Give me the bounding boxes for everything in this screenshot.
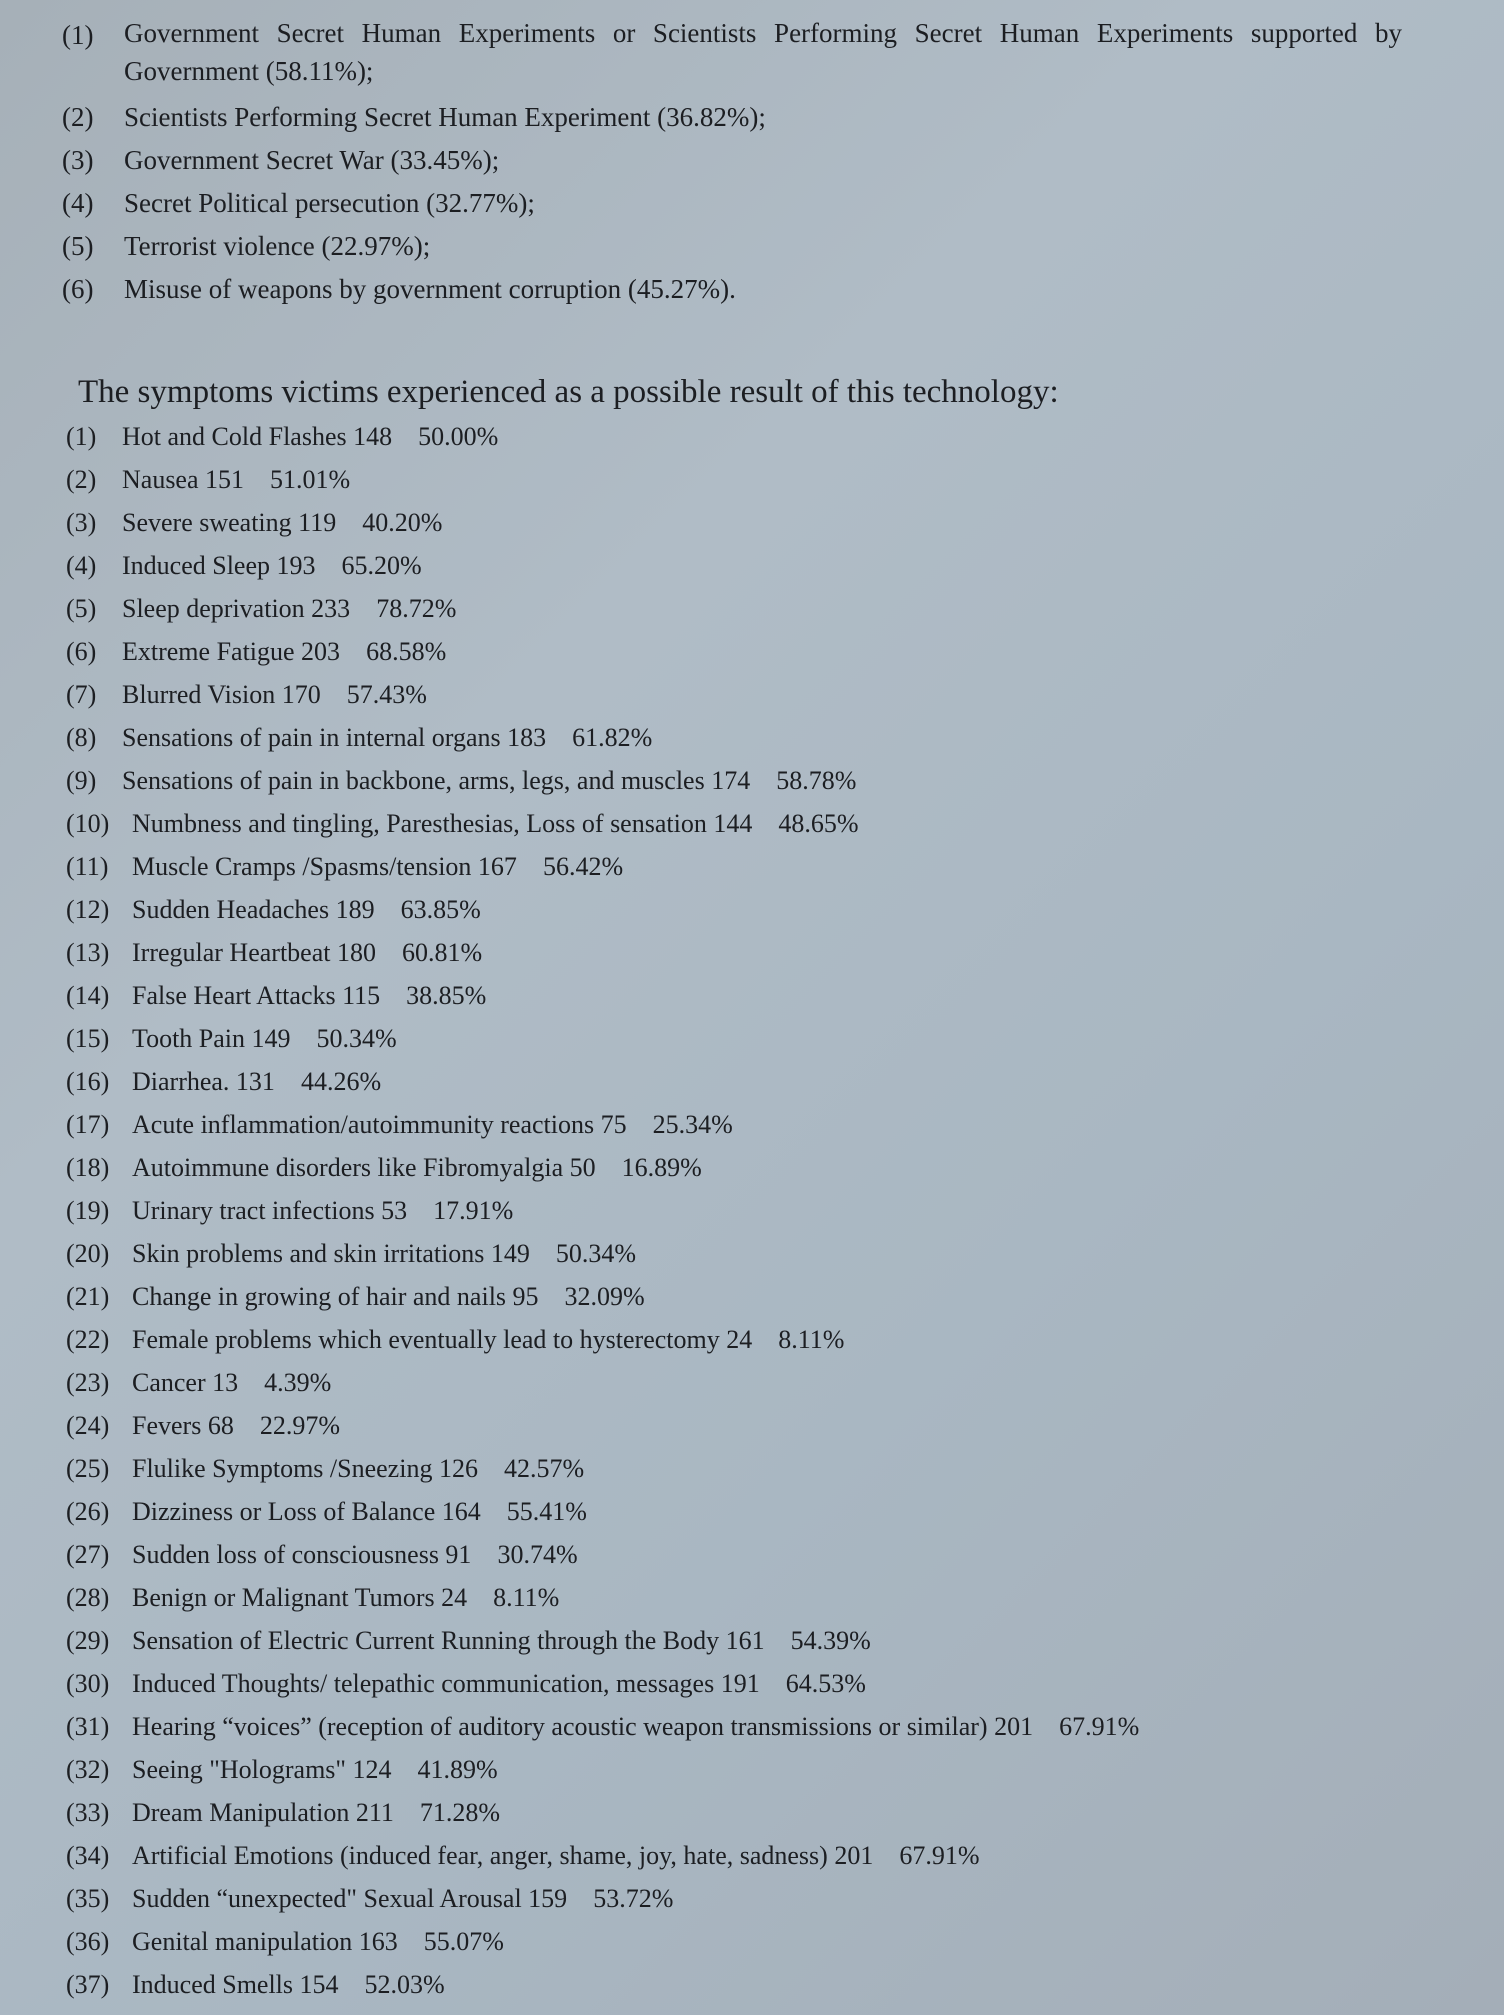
- symptom-percentage: 50.34%: [316, 1024, 397, 1053]
- symptom-percentage: 58.78%: [776, 766, 857, 795]
- symptom-number: (31): [66, 1712, 110, 1741]
- symptom-item: [66, 1619, 1426, 1662]
- cause-number: (5): [62, 231, 94, 261]
- symptom-number: (18): [66, 1153, 110, 1182]
- symptom-percentage: 56.42%: [542, 852, 624, 881]
- symptom-percentage: 54.39%: [790, 1626, 871, 1655]
- symptom-text: Sensations of pain in backbone, arms, legs, and muscles 174: [122, 766, 751, 795]
- symptom-item: [66, 1490, 1426, 1533]
- symptom-text: Autoimmune disorders like Fibromyalgia 50: [132, 1153, 596, 1182]
- symptom-text: Sudden loss of consciousness 91: [132, 1540, 472, 1569]
- symptom-number: (29): [66, 1626, 110, 1655]
- symptom-item: [66, 845, 1426, 888]
- symptom-percentage: 42.57%: [503, 1454, 585, 1483]
- symptom-text: Female problems which eventually lead to hysterectomy 24: [132, 1325, 753, 1354]
- cause-text: Secret Political persecution (32.77%);: [124, 188, 535, 218]
- symptom-text: Genital manipulation 163: [132, 1927, 398, 1956]
- symptom-text: Acute inflammation/autoimmunity reactions 75: [132, 1110, 627, 1139]
- symptom-item: [66, 759, 1426, 802]
- symptom-item: [66, 587, 1426, 630]
- symptom-percentage: 61.82%: [572, 723, 653, 752]
- cause-number: (6): [62, 274, 94, 304]
- symptom-number: (20): [66, 1239, 110, 1268]
- symptom-percentage: 67.91%: [899, 1841, 980, 1870]
- symptom-item: [66, 931, 1426, 974]
- symptom-number: (9): [66, 766, 97, 795]
- symptom-text: Sudden Headaches 189: [132, 895, 375, 924]
- symptom-percentage: 52.03%: [364, 1970, 445, 1999]
- cause-text: Misuse of weapons by government corruption (45.27%).: [124, 274, 736, 304]
- symptom-number: (1): [66, 422, 97, 451]
- symptoms-heading: The symptoms victims experienced as a possible result of this technology:: [78, 374, 1059, 410]
- cause-text: Scientists Performing Secret Human Experiment (36.82%);: [124, 102, 766, 132]
- symptom-text: Flulike Symptoms /Sneezing 126: [132, 1454, 478, 1483]
- symptom-item: [66, 1361, 1426, 1404]
- symptom-text: Hot and Cold Flashes 148: [122, 422, 393, 451]
- cause-number: (2): [62, 102, 94, 132]
- symptom-number: (16): [66, 1067, 110, 1096]
- symptom-number: (25): [66, 1454, 110, 1483]
- symptom-number: (11): [66, 852, 109, 881]
- symptom-text: Induced Thoughts/ telepathic communication, messages 191: [132, 1669, 760, 1698]
- cause-item: [62, 139, 1402, 182]
- symptom-text: Nausea 151: [122, 465, 245, 494]
- symptom-number: (7): [66, 680, 97, 709]
- symptom-percentage: 71.28%: [419, 1798, 501, 1827]
- symptom-percentage: 17.91%: [433, 1196, 514, 1225]
- symptom-number: (24): [66, 1411, 110, 1440]
- symptom-text: Urinary tract infections 53: [132, 1196, 408, 1225]
- symptom-text: Muscle Cramps /Spasms/tension 167: [132, 852, 517, 881]
- symptom-text: Irregular Heartbeat 180: [132, 938, 376, 967]
- symptom-item: [66, 415, 1426, 458]
- symptom-percentage: 63.85%: [400, 895, 481, 924]
- cause-number: (4): [62, 188, 94, 218]
- symptom-item: [66, 802, 1426, 845]
- symptom-item: [66, 1447, 1426, 1490]
- symptom-text: Numbness and tingling, Paresthesias, Loss of sensation 144: [132, 809, 753, 838]
- symptom-number: (13): [66, 938, 110, 967]
- symptom-percentage: 60.81%: [401, 938, 483, 967]
- symptom-percentage: 78.72%: [376, 594, 457, 623]
- symptom-percentage: 65.20%: [341, 551, 422, 580]
- cause-item: [62, 225, 1402, 268]
- symptom-text: Cancer 13: [132, 1368, 239, 1397]
- symptom-item: [66, 1060, 1426, 1103]
- symptom-percentage: 8.11%: [778, 1325, 845, 1354]
- symptom-percentage: 4.39%: [264, 1368, 332, 1397]
- symptom-number: (15): [66, 1024, 110, 1053]
- symptom-number: (35): [66, 1884, 110, 1913]
- symptom-item: [66, 1576, 1426, 1619]
- symptom-text: Sensation of Electric Current Running through the Body 161: [132, 1626, 765, 1655]
- symptom-number: (21): [66, 1282, 110, 1311]
- symptom-number: (36): [66, 1927, 110, 1956]
- symptom-number: (30): [66, 1669, 110, 1698]
- symptom-number: (3): [66, 508, 97, 537]
- symptom-text: Sensations of pain in internal organs 183: [122, 723, 547, 752]
- symptom-text: Induced Smells 154: [132, 1970, 339, 1999]
- symptom-item: [66, 1232, 1426, 1275]
- symptom-percentage: 64.53%: [785, 1669, 866, 1698]
- symptom-item: [66, 888, 1426, 931]
- cause-number: (3): [62, 145, 94, 175]
- symptom-percentage: 40.20%: [362, 508, 443, 537]
- cause-text: Government Secret War (33.45%);: [124, 145, 500, 175]
- symptom-item: [66, 630, 1426, 673]
- symptom-number: (2): [66, 465, 97, 494]
- symptom-number: (23): [66, 1368, 110, 1397]
- symptom-item: [66, 1662, 1426, 1705]
- symptom-text: Dream Manipulation 211: [132, 1798, 394, 1827]
- symptom-number: (22): [66, 1325, 110, 1354]
- symptom-text: Skin problems and skin irritations 149: [132, 1239, 530, 1268]
- symptom-text: False Heart Attacks 115: [132, 981, 381, 1010]
- symptom-item: [66, 1705, 1426, 1748]
- cause-text: Terrorist violence (22.97%);: [124, 231, 431, 261]
- symptom-percentage: 8.11%: [493, 1583, 560, 1612]
- symptom-percentage: 57.43%: [346, 680, 427, 709]
- symptom-text: Diarrhea. 131: [132, 1067, 275, 1096]
- symptom-percentage: 68.58%: [366, 637, 447, 666]
- symptom-percentage: 50.00%: [418, 422, 499, 451]
- symptom-text: Induced Sleep 193: [122, 551, 316, 580]
- symptom-percentage: 25.34%: [652, 1110, 733, 1139]
- symptom-number: (19): [66, 1196, 110, 1225]
- symptom-text: Sleep deprivation 233: [122, 594, 351, 623]
- cause-item: [62, 182, 1402, 225]
- symptom-text: Sudden “unexpected" Sexual Arousal 159: [132, 1884, 568, 1913]
- symptom-number: (17): [66, 1110, 110, 1139]
- symptom-text: Blurred Vision 170: [122, 680, 321, 709]
- symptom-text: Severe sweating 119: [122, 508, 337, 537]
- symptom-percentage: 67.91%: [1059, 1712, 1140, 1741]
- symptom-number: (8): [66, 723, 97, 752]
- symptom-item: [66, 1834, 1426, 1877]
- symptom-number: (4): [66, 551, 97, 580]
- symptom-text: Artificial Emotions (induced fear, anger, shame, joy, hate, sadness) 201: [132, 1841, 874, 1870]
- cause-item: [62, 96, 1402, 139]
- symptom-percentage: 41.89%: [417, 1755, 498, 1784]
- symptom-percentage: 55.41%: [506, 1497, 587, 1526]
- symptom-number: (5): [66, 594, 97, 623]
- symptom-percentage: 32.09%: [564, 1282, 645, 1311]
- symptom-item: [66, 1318, 1426, 1361]
- symptom-item: [66, 1920, 1426, 1963]
- symptom-item: [66, 1748, 1426, 1791]
- symptom-item: [66, 458, 1426, 501]
- symptom-number: (33): [66, 1798, 110, 1827]
- symptom-percentage: 48.65%: [778, 809, 859, 838]
- symptom-item: [66, 716, 1426, 759]
- symptoms-list: [66, 415, 1426, 2006]
- symptom-text: Change in growing of hair and nails 95: [132, 1282, 539, 1311]
- symptom-item: [66, 544, 1426, 587]
- symptom-number: (10): [66, 809, 110, 838]
- symptom-number: (32): [66, 1755, 110, 1784]
- symptom-item: [66, 1275, 1426, 1318]
- symptom-text: Dizziness or Loss of Balance 164: [132, 1497, 481, 1526]
- symptom-number: (12): [66, 895, 110, 924]
- symptom-text: Tooth Pain 149: [132, 1024, 291, 1053]
- symptom-percentage: 38.85%: [406, 981, 487, 1010]
- symptom-number: (37): [66, 1970, 110, 1999]
- cause-item: [62, 14, 1402, 96]
- symptom-item: [66, 1877, 1426, 1920]
- symptom-number: (6): [66, 637, 97, 666]
- symptom-text: Hearing “voices” (reception of auditory acoustic weapon transmissions or similar) 201: [132, 1712, 1034, 1741]
- symptom-item: [66, 1103, 1426, 1146]
- symptom-item: [66, 1017, 1426, 1060]
- symptom-number: (26): [66, 1497, 110, 1526]
- symptom-text: Fevers 68: [132, 1411, 234, 1440]
- symptom-percentage: 50.34%: [555, 1239, 637, 1268]
- symptom-item: [66, 974, 1426, 1017]
- symptom-number: (34): [66, 1841, 110, 1870]
- symptom-text: Extreme Fatigue 203: [122, 637, 341, 666]
- symptom-percentage: 44.26%: [300, 1067, 382, 1096]
- symptom-number: (28): [66, 1583, 110, 1612]
- symptom-percentage: 55.07%: [423, 1927, 504, 1956]
- symptom-percentage: 53.72%: [593, 1884, 674, 1913]
- cause-number: (1): [62, 20, 94, 50]
- symptom-number: (27): [66, 1540, 110, 1569]
- symptom-text: Seeing "Holograms" 124: [132, 1755, 392, 1784]
- symptom-item: [66, 1533, 1426, 1576]
- causes-list: [62, 14, 1402, 311]
- symptom-item: [66, 1404, 1426, 1447]
- symptom-percentage: 16.89%: [621, 1153, 702, 1182]
- symptom-item: [66, 1146, 1426, 1189]
- symptom-percentage: 51.01%: [270, 465, 351, 494]
- cause-text: Government Secret Human Experiments or Scientists Performing Secret Human Experiments supported by Government (58.11%);: [124, 18, 1402, 86]
- symptom-number: (14): [66, 981, 110, 1010]
- symptom-item: [66, 673, 1426, 716]
- symptom-item: [66, 1791, 1426, 1834]
- symptom-percentage: 22.97%: [259, 1411, 340, 1440]
- symptom-item: [66, 501, 1426, 544]
- cause-item: [62, 268, 1402, 311]
- symptom-item: [66, 1189, 1426, 1232]
- symptom-text: Benign or Malignant Tumors 24: [132, 1583, 468, 1612]
- symptom-percentage: 30.74%: [497, 1540, 578, 1569]
- symptom-item: [66, 1963, 1426, 2006]
